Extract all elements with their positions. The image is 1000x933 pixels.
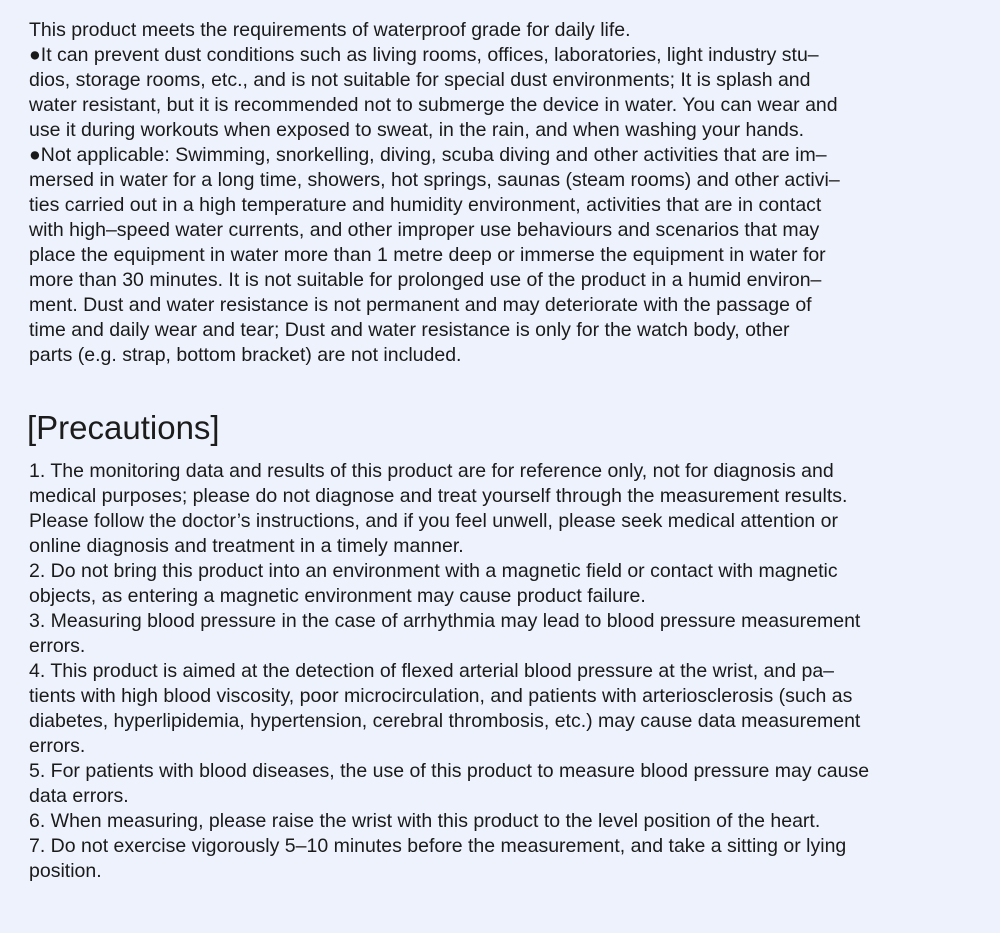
precaution-line: 6. When measuring, please raise the wrist with this product to the level position of the heart. <box>29 810 821 832</box>
precaution-line: errors. <box>29 735 86 757</box>
precaution-line: 3. Measuring blood pressure in the case of arrhythmia may lead to blood pressure measurement <box>29 610 861 632</box>
precaution-line: Please follow the doctor’s instructions, and if you feel unwell, please seek medical attention or <box>29 510 838 532</box>
precautions-list <box>29 459 978 884</box>
precaution-line: objects, as entering a magnetic environment may cause product failure. <box>29 585 646 607</box>
precaution-line: 4. This product is aimed at the detection of flexed arterial blood pressure at the wrist, and pa– <box>29 660 835 682</box>
precaution-line: 1. The monitoring data and results of this product are for reference only, not for diagnosis and <box>29 460 834 482</box>
paragraph-line: water resistant, but it is recommended not to submerge the device in water. You can wear and <box>29 94 838 116</box>
precaution-line: errors. <box>29 635 86 657</box>
paragraph-line: mersed in water for a long time, showers, hot springs, saunas (steam rooms) and other activi– <box>29 169 840 191</box>
paragraph-line: time and daily wear and tear; Dust and water resistance is only for the watch body, other <box>29 319 790 341</box>
precaution-line: 5. For patients with blood diseases, the use of this product to measure blood pressure may cause <box>29 760 870 782</box>
paragraph-line: This product meets the requirements of waterproof grade for daily life. <box>29 19 631 41</box>
precaution-line: tients with high blood viscosity, poor microcirculation, and patients with arteriosclerosis (such as <box>29 685 853 707</box>
precaution-line: diabetes, hyperlipidemia, hypertension, cerebral thrombosis, etc.) may cause data measurement <box>29 710 861 732</box>
precaution-line: data errors. <box>29 785 129 807</box>
paragraph-line: ●It can prevent dust conditions such as living rooms, offices, laboratories, light industry stu– <box>29 44 819 66</box>
precautions-heading: [Precautions] <box>27 409 220 446</box>
precaution-line: position. <box>29 860 102 882</box>
precaution-line: online diagnosis and treatment in a timely manner. <box>29 535 464 557</box>
precaution-line: medical purposes; please do not diagnose and treat yourself through the measurement results. <box>29 485 848 507</box>
precaution-line: 2. Do not bring this product into an environment with a magnetic field or contact with magnetic <box>29 560 838 582</box>
paragraph-line: ment. Dust and water resistance is not permanent and may deteriorate with the passage of <box>29 294 812 316</box>
paragraph-line: parts (e.g. strap, bottom bracket) are not included. <box>29 344 462 366</box>
paragraph-line: ●Not applicable: Swimming, snorkelling, diving, scuba diving and other activities that are im– <box>29 144 827 166</box>
paragraph-line: more than 30 minutes. It is not suitable for prolonged use of the product in a humid environ– <box>29 269 822 291</box>
paragraph-line: use it during workouts when exposed to sweat, in the rain, and when washing your hands. <box>29 119 805 141</box>
waterproof-section <box>29 18 978 368</box>
paragraph-line: dios, storage rooms, etc., and is not suitable for special dust environments; It is splash and <box>29 69 811 91</box>
paragraph-line: ties carried out in a high temperature and humidity environment, activities that are in contact <box>29 194 822 216</box>
precaution-line: 7. Do not exercise vigorously 5–10 minutes before the measurement, and take a sitting or lying <box>29 835 847 857</box>
paragraph-line: with high–speed water currents, and other improper use behaviours and scenarios that may <box>29 219 820 241</box>
paragraph-line: place the equipment in water more than 1 metre deep or immerse the equipment in water for <box>29 244 826 266</box>
